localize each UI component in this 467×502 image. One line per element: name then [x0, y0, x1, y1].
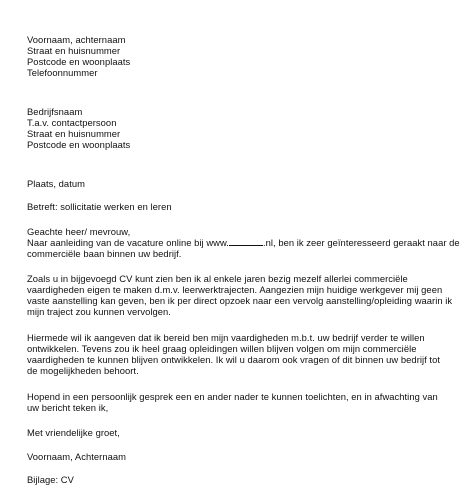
signature — [27, 451, 457, 462]
paragraph-line: ontwikkelen. Tevens zou ik heel graag opleidingen willen blijven volgen om mijn commerciële — [27, 343, 417, 355]
sender-name: Voornaam, achternaam — [27, 34, 126, 45]
place-date — [27, 178, 457, 189]
intro-text-after: .nl, ben ik zeer geïnteresseerd geraakt naar de — [262, 237, 460, 249]
paragraph-line: de mogelijkheden behoort. — [27, 365, 139, 377]
intro-line-1 — [27, 237, 460, 249]
closing-greeting — [27, 427, 457, 438]
paragraph-cv — [27, 273, 457, 317]
enclosure — [27, 474, 457, 485]
paragraph-line: Hopend in een persoonlijk gesprek een en ander nader te kunnen toelichten, en in afwachting van — [27, 391, 438, 402]
intro-text-before: Naar aanleiding van de vacature online bij www. — [27, 237, 229, 249]
paragraph-line: vaardigheden eigen te maken d.m.v. leerwerktrajecten. Aangezien mijn huidige werkgever mij geen — [27, 284, 443, 296]
recipient-address — [27, 106, 457, 150]
url-blank — [229, 237, 263, 246]
subject-line — [27, 201, 457, 212]
sender-address — [27, 34, 457, 78]
sender-phone: Telefoonnummer — [27, 67, 98, 79]
salutation: Geachte heer/ mevrouw, — [27, 226, 131, 237]
recipient-company: Bedrijfsnaam — [27, 106, 83, 117]
subject-text: Betreft: sollicitatie werken en leren — [27, 201, 172, 212]
signature-name: Voornaam, Achternaam — [27, 451, 126, 462]
recipient-attention: T.a.v. contactpersoon — [27, 117, 117, 129]
paragraph-closing — [27, 391, 457, 413]
enclosure-text: Bijlage: CV — [27, 474, 74, 485]
recipient-street: Straat en huisnummer — [27, 128, 121, 140]
paragraph-line: Zoals u in bijgevoegd CV kunt zien ben ik al enkele jaren bezig mezelf allerlei commerciële — [27, 273, 408, 284]
paragraph-line: vaardigheden te kunnen blijven ontwikkelen. Ik wil u daarom ook vragen of dit binnen uw bedrijf tot — [27, 354, 441, 366]
recipient-postal: Postcode en woonplaats — [27, 139, 131, 151]
paragraph-line: uw bericht teken ik, — [27, 402, 109, 414]
sender-postal: Postcode en woonplaats — [27, 56, 131, 68]
sender-street: Straat en huisnummer — [27, 45, 121, 57]
paragraph-line: mijn traject zou kunnen vervolgen. — [27, 306, 171, 318]
intro-section — [27, 226, 460, 260]
paragraph-development — [27, 332, 457, 376]
paragraph-line: vaste aanstelling kan geven, ben ik per direct opzoek naar een vervolg aanstelling/opleiding waarin ik — [27, 295, 453, 307]
intro-line-2: commerciële baan binnen uw bedrijf. — [27, 248, 182, 260]
closing-text: Met vriendelijke groet, — [27, 427, 120, 438]
place-date-text: Plaats, datum — [27, 178, 85, 189]
paragraph-line: Hiermede wil ik aangeven dat ik bereid ben mijn vaardigheden m.b.t. uw bedrijf verder te willen — [27, 332, 425, 343]
